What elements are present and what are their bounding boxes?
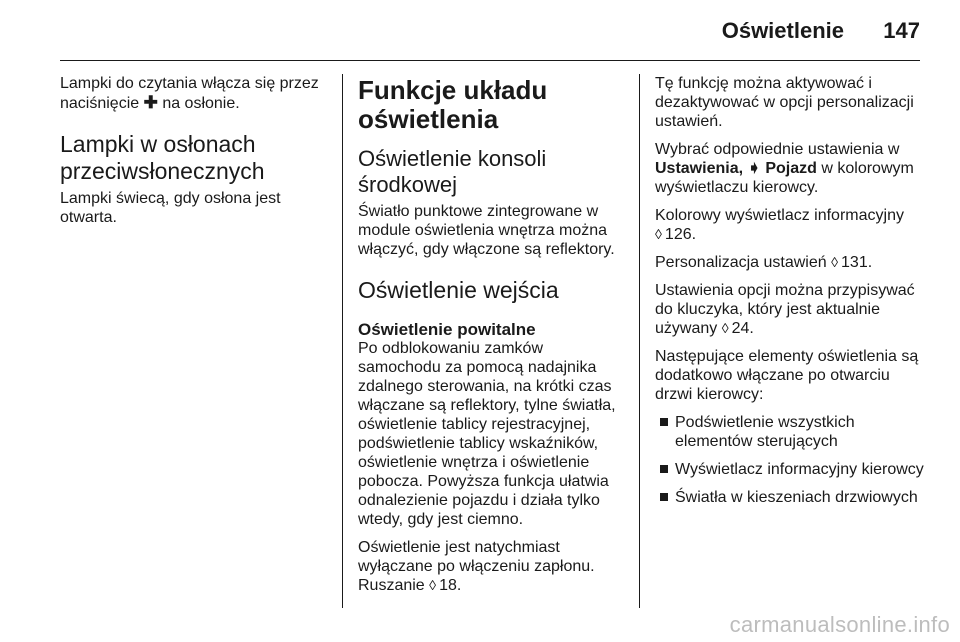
personalization-paragraph: Tę funkcję można aktywować i dezaktywować w opcji personalizacji ustawień.	[655, 75, 914, 130]
header-rule	[60, 60, 920, 61]
page-reference-link[interactable]: 131.	[841, 254, 873, 271]
page-reference-link[interactable]: 126.	[664, 226, 697, 243]
page-header	[0, 18, 960, 48]
column-1	[60, 74, 330, 236]
page-reference-link[interactable]: 18.	[439, 577, 462, 594]
page-reference-link[interactable]: 24.	[731, 320, 754, 337]
page-number: 147	[883, 18, 920, 43]
key-assignment-paragraph: Ustawienia opcji można przypisywać do kluczyka, który jest aktualnie używany ◊ 24.	[655, 282, 915, 337]
list-item: Światła w kieszeniach drzwiowych	[655, 488, 925, 507]
plus-icon: ✚	[143, 93, 158, 112]
page-reference-icon: ◊	[831, 254, 839, 270]
page-reference-icon: ◊	[429, 577, 437, 593]
column-2	[358, 74, 626, 604]
menu-settings: Ustawienia	[655, 160, 739, 177]
console-lighting-paragraph: Światło punktowe zintegrowane w module oświetlenia wnętrza można włączyć, gdy włączone są reflektory.	[358, 203, 615, 258]
heading-visor-lamps: Lampki w osłonach przeciwsłonecznych	[60, 131, 265, 184]
personalization-reference: Personalizacja ustawień ◊ 131.	[655, 254, 873, 271]
page-reference-icon: ◊	[655, 226, 662, 242]
heading-welcome-lighting: Oświetlenie powitalne	[358, 320, 536, 339]
page-reference-icon: ◊	[721, 320, 729, 336]
column-divider-2	[639, 74, 640, 608]
column-3	[655, 74, 925, 516]
list-item: Podświetlenie wszystkich elementów sterujących	[655, 413, 925, 451]
lighting-off-paragraph: Oświetlenie jest natychmiast wyłączane po włączeniu zapłonu. Ruszanie ◊ 18.	[358, 539, 595, 594]
driver-door-paragraph: Następujące elementy oświetlenia są dodatkowo włączane po otwarciu drzwi kierowcy:	[655, 348, 919, 403]
reading-lamps-paragraph: Lampki do czytania włącza się przez naciśnięcie ✚ na osłonie.	[60, 75, 319, 112]
welcome-lighting-paragraph: Po odblokowaniu zamków samochodu za pomocą nadajnika zdalnego sterowania, na krótki czas włączane są reflektory, tylne światła, oświetlenie tablicy rejestracyjnej, podświetlenie tablicy wskaźników, oświetlenie wnętrza i oświetlenie pobocza. Powyższa funkcja ułatwia odnalezienie pojazdu i działa tylko wtedy, gdy jest ciemno.	[358, 340, 616, 528]
menu-vehicle: Pojazd	[765, 160, 817, 177]
menu-arrow-icon: ➧	[747, 160, 761, 177]
watermark: carmanualsonline.info	[729, 612, 950, 637]
list-item: Wyświetlacz informacyjny kierowcy	[655, 460, 925, 479]
heading-entry-lighting: Oświetlenie wejścia	[358, 277, 559, 303]
section-name: Oświetlenie	[721, 18, 844, 43]
settings-path-paragraph: Wybrać odpowiednie ustawienia w Ustawienia, ➧ Pojazd w kolorowym wyświetlaczu kierowcy.	[655, 141, 914, 196]
color-display-reference: Kolorowy wyświetlacz informacyjny ◊ 126.	[655, 207, 904, 243]
visor-lamps-paragraph: Lampki świecą, gdy osłona jest otwarta.	[60, 190, 281, 226]
heading-console-lighting: Oświetlenie konsoli środkowej	[358, 146, 547, 197]
heading-lighting-functions: Funkcje układu oświetlenia	[358, 75, 548, 134]
lighting-elements-list	[655, 413, 925, 507]
column-divider-1	[342, 74, 343, 608]
